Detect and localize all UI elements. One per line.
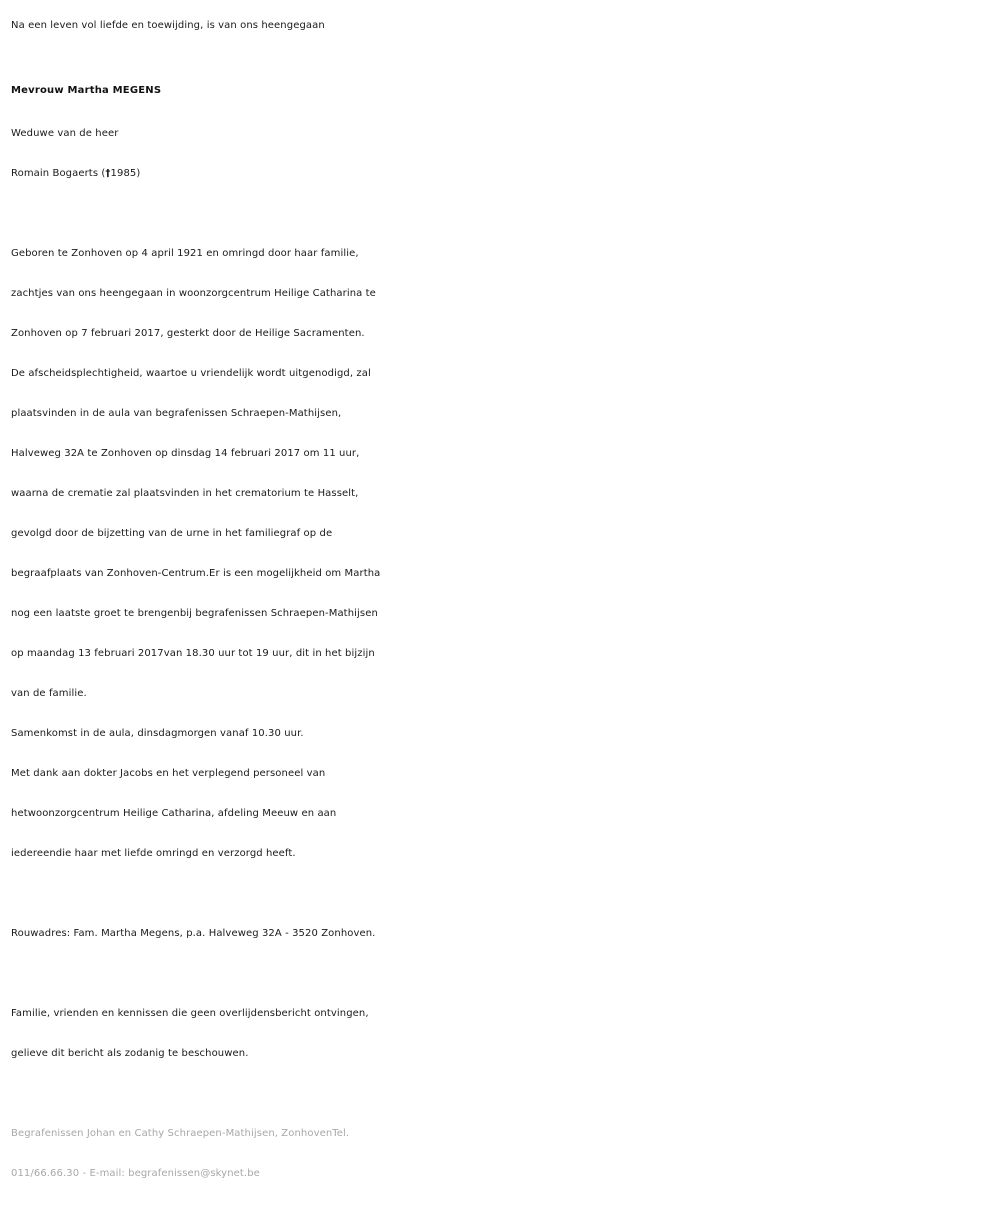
spacer bbox=[11, 46, 1000, 68]
mourning-address: Rouwadres: Fam. Martha Megens, p.a. Halveweg 32A - 3520 Zonhoven. bbox=[11, 928, 376, 939]
spouse-name: Romain Bogaerts ( bbox=[11, 168, 106, 179]
body-line: Met dank aan dokter Jacobs en het verplegend personeel van bbox=[11, 768, 326, 779]
intro-text: Na een leven vol liefde en toewijding, is van ons heengegaan bbox=[11, 20, 325, 31]
widow-line: Weduwe van de heer bbox=[11, 128, 119, 139]
body-line: iedereendie haar met liefde omringd en verzorgd heeft. bbox=[11, 848, 296, 859]
body-line: waarna de crematie zal plaatsvinden in het crematorium te Hasselt, bbox=[11, 488, 359, 499]
body-line: gevolgd door de bijzetting van de urne in het familiegraf op de bbox=[11, 528, 333, 539]
spacer bbox=[11, 1074, 1000, 1114]
footer-line: Begrafenissen Johan en Cathy Schraepen-Mathijsen, ZonhovenTel. bbox=[11, 1128, 350, 1139]
body-line: plaatsvinden in de aula van begrafenissen Schraepen-Mathijsen, bbox=[11, 408, 342, 419]
notice-text bbox=[11, 994, 1000, 1074]
body-line: Halveweg 32A te Zonhoven op dinsdag 14 februari 2017 om 11 uur, bbox=[11, 448, 360, 459]
spacer bbox=[11, 954, 1000, 994]
spacer bbox=[11, 194, 1000, 234]
body-text bbox=[11, 234, 1000, 874]
body-line: op maandag 13 februari 2017van 18.30 uur tot 19 uur, dit in het bijzijn bbox=[11, 648, 375, 659]
funeral-home-footer bbox=[11, 1114, 1000, 1194]
spouse-year: 1985) bbox=[110, 168, 141, 179]
deceased-name: Mevrouw Martha MEGENS bbox=[11, 85, 162, 96]
body-line: nog een laatste groet te brengenbij begrafenissen Schraepen-Mathijsen bbox=[11, 608, 378, 619]
body-line: Zonhoven op 7 februari 2017, gesterkt door de Heilige Sacramenten. bbox=[11, 328, 365, 339]
footer-line: 011/66.66.30 - E-mail: begrafenissen@skynet.be bbox=[11, 1168, 260, 1179]
body-line: van de familie. bbox=[11, 688, 87, 699]
body-line: zachtjes van ons heengegaan in woonzorgcentrum Heilige Catharina te bbox=[11, 288, 376, 299]
notice-line: Familie, vrienden en kennissen die geen overlijdensbericht ontvingen, bbox=[11, 1008, 369, 1019]
body-line: begraafplaats van Zonhoven-Centrum.Er is een mogelijkheid om Martha bbox=[11, 568, 381, 579]
cross-icon: † bbox=[105, 168, 111, 179]
body-line: Samenkomst in de aula, dinsdagmorgen vanaf 10.30 uur. bbox=[11, 728, 304, 739]
spacer bbox=[11, 874, 1000, 914]
body-line: De afscheidsplechtigheid, waartoe u vriendelijk wordt uitgenodigd, zal bbox=[11, 368, 371, 379]
notice-line: gelieve dit bericht als zodanig te beschouwen. bbox=[11, 1048, 249, 1059]
body-line: Geboren te Zonhoven op 4 april 1921 en omringd door haar familie, bbox=[11, 248, 359, 259]
body-line: hetwoonzorgcentrum Heilige Catharina, afdeling Meeuw en aan bbox=[11, 808, 337, 819]
spouse-line bbox=[11, 154, 1000, 194]
